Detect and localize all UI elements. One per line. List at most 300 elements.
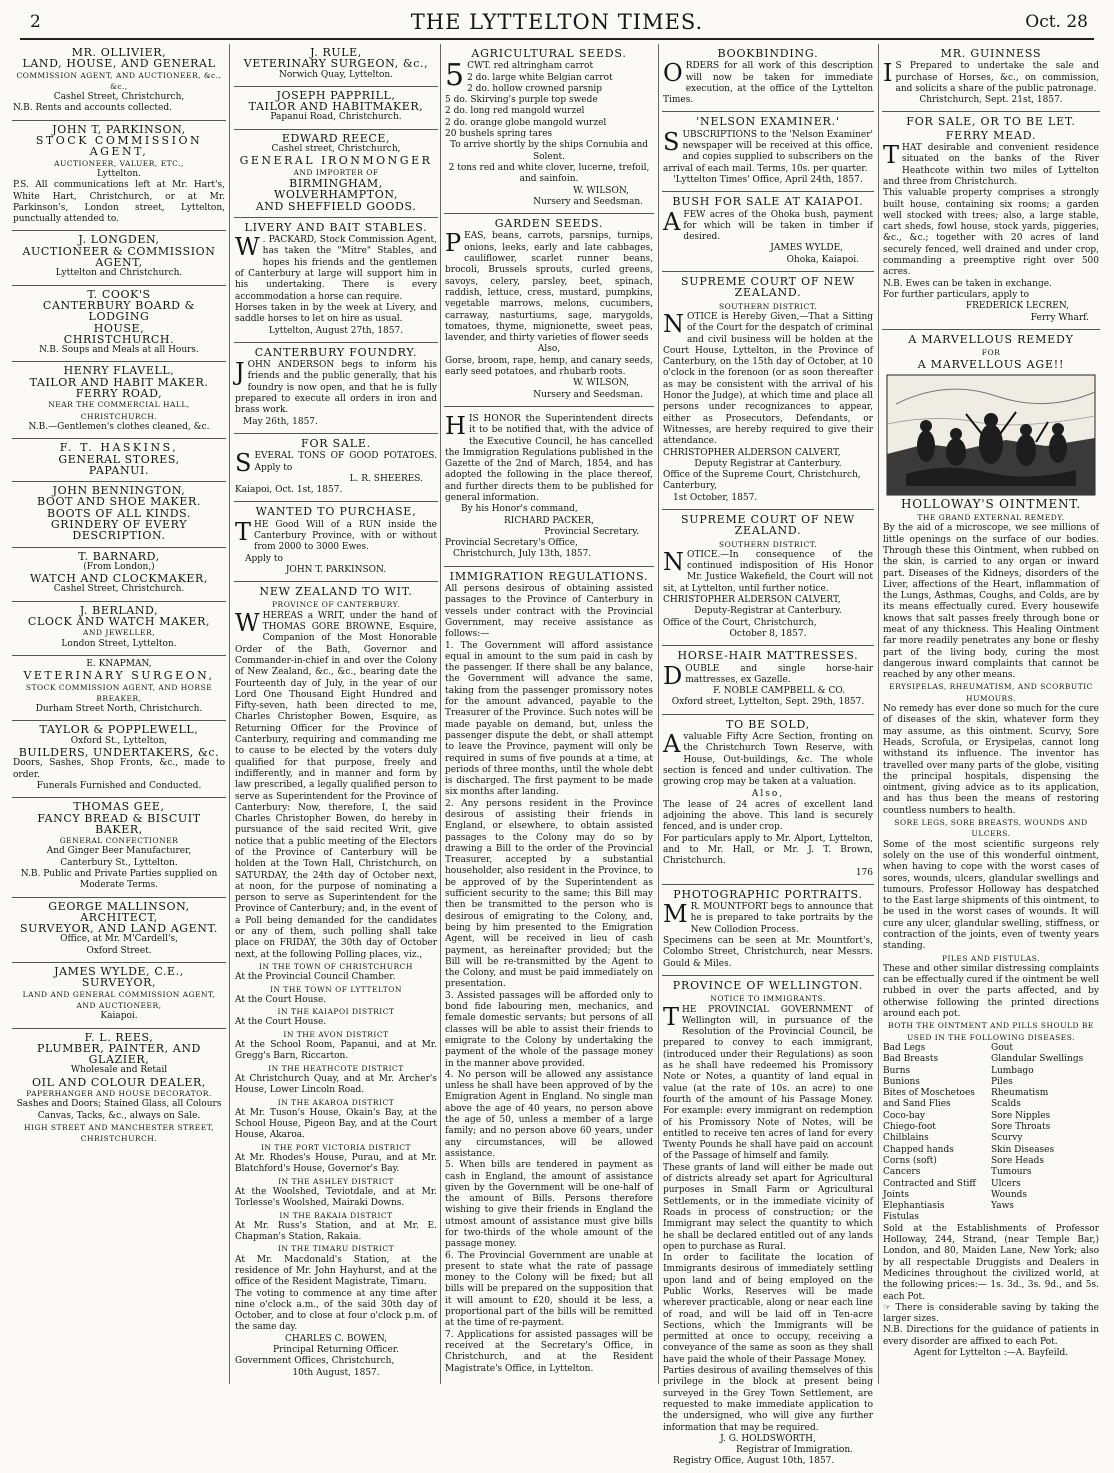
column-4 (662, 44, 874, 1467)
ad-body: The lease of 24 acres of excellent land adjoining the above. This land is securely fenced, and is under crop. (663, 799, 873, 833)
notice-election-writ (234, 582, 438, 1384)
drop-cap: J (235, 358, 245, 387)
ad-trade: SURVEYOR, AND LAND AGENT. (20, 922, 218, 936)
advert-livery-stables (234, 218, 438, 343)
ad-trade-sub: Wholesale and Retail (70, 1065, 168, 1076)
newspaper-title: THE LYTTELTON TIMES. (410, 10, 704, 34)
page-number: 2 (30, 12, 41, 32)
advert-mattresses (662, 646, 874, 714)
ad-trade: AUCTIONEER & COMMISSION AGENT, (22, 244, 216, 270)
notice-province-wellington (662, 976, 874, 1473)
advert-parkinson (12, 121, 226, 232)
ad-body: ☞ There is considerable saving by taking the larger sizes. (883, 1302, 1099, 1325)
ad-signatory-title: Registrar of Immigration. (736, 1445, 853, 1456)
drop-cap: S (663, 127, 680, 156)
regulation-clause: 2. Any persons resident in the Province desirous of assisting their friends in England, or elsewhere, to obtain assisted passages to the Colony may do so by drawing a Bill to the order of the Provincial Treasurer, accepted by a substantial householder, also resident in the Province, to be approved of by the Superintendent as sufficient security to the same; this Bill may then be transmitted to the person who is desirous of emigrating to the Colony, and, being by him presented to the Emigration Agent, will be received in lieu of cash payment, as hereinafter provided; but the Bill will be re-transmitted by the Agent to the Colony, and must be paid immediately on presentation. (445, 798, 653, 990)
ad-heading: SUPREME COURT OF NEW ZEALAND. (680, 512, 856, 538)
ad-trade: BOOTS OF ALL KINDS. (47, 506, 191, 520)
ad-origin: (From London,) (83, 561, 155, 572)
ad-trade-sub: PAPERHANGER AND HOUSE DECORATOR. (26, 1089, 212, 1099)
ad-signatory: JAMES WYLDE, (770, 243, 843, 254)
ad-signatory-title: Deputy Registrar at Canterbury. (694, 458, 842, 469)
advert-knapman (12, 656, 226, 721)
ad-trade: FANCY BREAD & BISCUIT BAKER, (37, 811, 201, 836)
ad-subheading: NOTICE TO IMMIGRANTS. (710, 994, 826, 1004)
ad-body: Specimens can be seen at Mr. Mountfort's, Colombo Street, Christchurch, near Messrs. Gould & Miles. (663, 936, 873, 969)
ad-signatory: CHARLES C. BOWEN, (284, 1333, 387, 1344)
advert-berland (12, 602, 226, 656)
issue-date: Oct. 28 (1025, 12, 1088, 32)
ad-signatory: Agent for Lyttelton :—A. Bayfeild. (913, 1347, 1069, 1358)
drop-cap: W (235, 608, 260, 637)
advert-wanted (234, 502, 438, 582)
district-label: IN THE TIMARU DISTRICT (277, 1244, 395, 1254)
advert-photographic-portraits (662, 885, 874, 976)
ad-note: Funerals Furnished and Conducted. (36, 780, 202, 791)
ad-address: Cashel Street, Christchurch, (53, 92, 185, 103)
ad-place: Office of the Supreme Court, Christchurch, Canterbury, (663, 470, 861, 492)
ad-subheading: ERYSIPELAS, RHEUMATISM, AND SCORBUTIC HUMOURS. (889, 682, 1093, 703)
drop-cap: T (235, 517, 252, 546)
ad-body: No remedy has ever done so much for the cure of diseases of the skin, whatever form they may assume, as this ointment. Scurvy, Sore Heads, Scrofula, or Erysipelas, cannot long withstand its influence. The inventor has travelled over many parts of the globe, visiting the principal hospitals, dispensing the ointment, giving advice as to its application, and has thus been the means of restoring countless numbers to health. (883, 704, 1099, 816)
advert-cook (12, 286, 226, 363)
ad-name: J. BERLAND, (79, 603, 159, 617)
ad-subheading: PROVINCE OF CANTERBURY. (272, 600, 400, 610)
district-label: IN THE AKAROA DISTRICT (277, 1097, 395, 1107)
advert-taylor-popplewell (12, 721, 226, 798)
ad-heading: NEW ZEALAND TO WIT. (259, 585, 413, 599)
drop-cap: I (883, 59, 893, 88)
notice-supreme-court-adjourned (662, 510, 874, 646)
ad-heading: PROVINCE OF WELLINGTON. (672, 978, 864, 992)
ad-trade: CLOCK AND WATCH MAKER, (27, 615, 211, 629)
ad-signatory: RICHARD PACKER, (504, 515, 594, 526)
advert-papprill (234, 87, 438, 130)
ad-subheading: SOUTHERN DISTRICT. (719, 301, 817, 311)
ad-address: London Street, Lyttelton. (61, 638, 177, 649)
ad-heading: PHOTOGRAPHIC PORTRAITS. (673, 887, 863, 901)
district-label: IN THE TOWN OF CHRISTCHURCH (259, 961, 413, 971)
ad-body: By his Honor's command, (461, 504, 578, 515)
ad-name: JOHN T, PARKINSON, (52, 122, 186, 136)
district-label: IN THE KAIAPOI DISTRICT (277, 1007, 395, 1017)
ad-heading: FERRY MEAD. (945, 128, 1037, 142)
drop-cap: W (235, 233, 260, 262)
ad-trade-sub: AND IMPORTER OF (293, 167, 379, 177)
ad-date: Registry Office, August 10th, 1857. (673, 1456, 835, 1467)
ad-signatory: W. WILSON, (573, 378, 629, 389)
ad-name: MR. OLLIVIER, (71, 46, 167, 59)
ad-trade: OIL AND COLOUR DEALER, (32, 1075, 206, 1089)
ad-subheading: SORE LEGS, SORE BREASTS, WOUNDS AND ULCERS. (894, 818, 1088, 839)
ad-name: GEORGE MALLINSON, (48, 899, 190, 913)
ad-trade: LAND, HOUSE, AND GENERAL (22, 57, 216, 71)
regulation-clause: 3. Assisted passages will be afforded only to bond fide labouring men, mechanics, and female domestic servants; but persons of all classes will be able to assist their friends to emigrate to the Colony by undertaking the payment of the whole of the passage money in the manner above provided. (445, 990, 653, 1069)
ad-address: Kaiapoi. (100, 1011, 138, 1022)
ad-note: Sashes and Doors; Stained Glass, all Colours Canvas, Tacks, &c., always on Sale. (16, 1099, 222, 1121)
ad-body: N.B. Ewes can be taken in exchange. (883, 278, 1052, 289)
ad-date: Oxford street, Lyttelton, Sept. 29th, 1857. (671, 697, 865, 708)
ad-body: Gorse, broom, rape, hemp, and canary seeds, early seed potatoes, and rhubarb roots. (445, 355, 653, 378)
product-title: HOLLOWAY'S OINTMENT. (901, 496, 1081, 511)
drop-cap: A (663, 207, 681, 236)
column-rule (440, 44, 441, 1384)
advert-potatoes (234, 434, 438, 502)
ad-name: J. LONGDEN, (78, 233, 160, 247)
ad-trade: GRINDERY OF EVERY DESCRIPTION. (50, 517, 188, 543)
drop-cap: P (445, 229, 462, 258)
ad-trade-sub: GENERAL CONFECTIONER (59, 836, 179, 846)
column-rule (229, 44, 230, 1384)
advert-garden-seeds (444, 214, 654, 407)
ad-subheading: FOR (981, 348, 1001, 358)
ad-body: . PACKARD, Stock Commission Agent, has taken the "Mitre" Stables, and hopes his friends and the gentlemen of Canterbury at large will support him in his undertaking. There is every accommodation a horse can require. (235, 235, 437, 302)
ad-body: By the aid of a microscope, we see millions of little openings on the surface of our bodies. Through these this Ointment, when rubbed on the skin, is carried to any organ or inward part. Diseases of the Kidneys, disorders of the Liver, affections of the Heart, inflammation of the Lungs, Asthmas, Coughs, and Colds, are by its means effectually cured. Every housewife knows that salt passes freely through bone or meat of any thickness. This Healing Ointment far more readily penetrates any bone or fleshy part of the living body, curing the most dangerous inward complaints that cannot be reached by any other means. (883, 523, 1099, 681)
ad-address-sub: NEAR THE COMMERCIAL HALL, (48, 400, 190, 410)
ad-heading: FOR SALE. (301, 436, 371, 450)
ad-body: All persons desirous of obtaining assisted passages to the Province of Canterbury in vessels under contract with the Provincial Government, may receive assistance as follows:— (445, 584, 653, 640)
polling-place: At the Court House. (235, 1017, 327, 1028)
polling-place: At Mr. Macdonald's Station, at the residence of Mr. John Hayhurst, and at the office of the Resident Magistrate, Timaru. (235, 1254, 437, 1288)
district-label: IN THE RAKAIA DISTRICT (279, 1210, 393, 1220)
advert-ollivier (12, 44, 226, 121)
ad-body: EVERAL TONS OF GOOD POTATOES. Apply to (254, 451, 437, 473)
ad-trade-sub: LAND AND GENERAL COMMISSION AGENT, (22, 989, 216, 999)
ad-signatory: J. G. HOLDSWORTH, (720, 1433, 816, 1444)
ad-signatory: L. R. SHEERES. (349, 473, 423, 484)
ad-trade: STOCK COMMISSION AGENT, (35, 134, 203, 159)
ad-body: Apply to (245, 553, 283, 564)
ad-date: Christchurch, July 13th, 1857. (453, 549, 592, 560)
ad-name: T. BARNARD, (78, 549, 160, 563)
ad-body: OTICE.—In consequence of the continued indisposition of His Honor Mr. Justice Wakefield, the Court will not sit, at Lyttelton, until further notice. (663, 549, 873, 594)
ad-trade-sub: COMMISSION AGENT, AND AUCTIONEER, &c., &c., (16, 70, 222, 91)
advert-agricultural-seeds (444, 44, 654, 214)
advert-to-be-sold (662, 715, 874, 885)
ad-trade: ARCHITECT, (80, 910, 158, 924)
ad-heading: 'NELSON EXAMINER.' (696, 115, 840, 129)
column-5 (882, 44, 1100, 1389)
ad-trade: GENERAL IRONMONGER (239, 154, 433, 168)
ad-name: E. KNAPMAN, (86, 658, 152, 669)
disease-list (883, 1043, 1099, 1224)
ad-name: THOMAS GEE, (73, 800, 165, 814)
district-label: IN THE TOWN OF LYTTELTON (269, 984, 402, 994)
ad-body: To arrive shortly by the ships Cornubia and Solent. (449, 140, 649, 162)
ad-address: Cashel Street, Christchurch. (53, 584, 185, 595)
ad-address: Office, at Mr. M'Cardell's, (60, 934, 178, 945)
ad-trade: WATCH AND CLOCKMAKER, (29, 572, 209, 586)
ad-address: HIGH STREET AND MANCHESTER STREET, CHRISTCHURCH. (24, 1122, 214, 1144)
ad-trade-sub: AND AUCTIONEER, (76, 1000, 162, 1010)
ad-body: OHN ANDERSON begs to inform his friends and the public generally, that his foundry is now open, and that he is fully prepared to execute all orders in iron and brass work. (235, 360, 437, 416)
ad-date: October 8, 1857. (729, 628, 807, 639)
ad-body: RDERS for all work of this description will now be taken for immediate execution, at the office of the Lyttelton Times. (663, 61, 873, 106)
ad-heading: MR. GUINNESS (940, 47, 1042, 60)
ad-body: In order to facilitate the location of Immigrants desirous of immediately settling upon land and of being employed on the Public Works, Reserves will be made wherever practicable, along or near each line of road, and will be laid off in Ten-acre Sections, which the Immigrants will be permitted at once to occupy, receiving a conveyance of the same as soon as they shall have paid the whole of their Passage Money. (663, 1253, 873, 1365)
drop-cap: D (663, 661, 683, 690)
ad-subheading: PILES AND FISTULAS. (941, 953, 1041, 963)
ad-trade: BUILDERS, UNDERTAKERS, &c. (18, 746, 220, 760)
regulation-clause: 4. No person will be allowed any assistance unless he shall have been approved of by the Emigration Agent in England. No single man above the age of 40 years, no person above the age of 50, unless a member of a large family; and no person above 60 years, under any circumstances, will be allowed assistance. (445, 1069, 653, 1159)
ad-signatory: FREDERICK LECREN, (965, 301, 1069, 312)
polling-place: At the Woolshed, Teviotdale, and at Mr. Torlesse's Woolshed, Mairaki Downs. (235, 1186, 437, 1209)
ad-address: Oxford Street. (86, 945, 152, 956)
drop-cap: A (663, 730, 681, 759)
ad-body: EAS, beans, carrots, parsnips, turnips, onions, leeks, early and late cabbages, cauliflower, scarlet runner beans, brocoli, Brussels sprouts, curled greens, savoys, celery, parsley, beet, spinach, raddish, lettuce, cress, mustard, pumpkins, vegetable marrows, melons, cucumbers, carraway, nasturtiums, sage, marygolds, tomatoes, thyme, mignionette, sweet peas, lavender, and thirty varieties of flower seeds (445, 231, 653, 344)
advert-holloway-ointment (882, 330, 1100, 1364)
ad-address: Cashel street, Christchurch, (271, 144, 401, 155)
drop-cap: N (663, 547, 684, 576)
notice-superintendent (444, 407, 654, 567)
ad-date: May 26th, 1857. (243, 416, 318, 427)
ad-trade: BOOT AND SHOE MAKER. (37, 495, 201, 509)
ad-body: HAT desirable and convenient residence situated on the banks of the River Heathcote within two miles of Lyttelton and three from Christchurch. (883, 143, 1099, 187)
ad-signatory: CHRISTOPHER ALDERSON CALVERT, (663, 447, 841, 458)
ad-signatory-title: Ferry Wharf. (1030, 312, 1089, 323)
drop-cap: 5 (445, 58, 465, 94)
advert-foundry (234, 343, 438, 434)
ad-address: Lyttelton and Christchurch. (55, 268, 183, 279)
advert-bennington (12, 482, 226, 547)
ad-body: R. MOUNTFORT begs to announce that he is prepared to take portraits by the New Collodion Process. (690, 902, 873, 935)
ad-body: These and other similar distressing complaints can be effectually cured if the ointment be well rubbed in over the parts affected, and by otherwise following the printed directions around each pot. (883, 963, 1099, 1020)
advert-mallinson (12, 898, 226, 963)
advert-wylde (12, 963, 226, 1028)
ad-name: J. RULE, (310, 46, 362, 59)
ad-body: HEREAS a WRIT, under the hand of THOMAS GORE BROWNE, Esquire, Companion of the Most Honorable Order of the Bath, Governor and Commander-in-chief in and over the Colony of New Zealand, &c., &c., bearing date the Fourteenth day of July, in the year of our Lord One Thousand Eight Hundred and Fifty-seven, hath been directed to me, Charles Christopher Bowen, Esquire, as Returning Officer for the Province of Canterbury, requiring and commanding me to cause to be elected by the voters duly qualified for that purpose, freely and indifferently, and in manner and form by law prescribed, a legally qualified person to serve as Superintendent for the Province of Canterbury: Now, therefore, I, the said Charles Christopher Bowen, do hereby in pursuance of the said recited Writ, give notice that a public meeting of the Electors of the Province of Canterbury will be holden at the Town Hall, Christchurch, on SATURDAY, the 24th day of October next, at noon, for the purpose of nominating a person to serve as Superintendent for the Province of Canterbury; and, in the event of a Poll being demanded for the candidates or any of them, such polling shall take place on FRIDAY, the 30th day of October next, at the following Polling places, viz., (235, 610, 437, 960)
ad-body: IS HONOR the Superintendent directs it to be notified that, with the advice of the Executive Council, he has cancelled the Immigration Regulations published in the Gazette of the 2nd of March, 1854, and has adopted the following in the place thereof, and further directs them to be published for general information. (445, 413, 653, 503)
ad-name: EDWARD REECE, (281, 131, 391, 145)
ad-signatory-title: Nursery and Seedsman. (533, 196, 643, 207)
regulation-clause: 7. Applications for assisted passages will be received at the Secretary's Office, in Christchurch, and at the Resident Magistrate's Office, in Lyttelton. (445, 1329, 653, 1374)
ad-date: Kaiapoi, Oct. 1st, 1857. (235, 485, 343, 496)
drop-cap: T (883, 141, 900, 170)
column-3 (444, 44, 654, 1389)
ad-heading: HORSE-HAIR MATTRESSES. (677, 649, 859, 663)
disease-list-left: Bad Legs Bad Breasts Burns Bunions Bites of Moschetoes and Sand Flies Coco-bay Chiego-foot Chilblains Chapped hands Corns (soft) Cancers Contracted and Stiff Joints Elephantiasis Fistulas (883, 1042, 976, 1223)
ad-heading: A MARVELLOUS REMEDY (908, 332, 1074, 346)
advert-bookbinding (662, 44, 874, 112)
ad-date: 'Lyttelton Times' Office, April 24th, 1857. (673, 174, 863, 185)
polling-place: At Christchurch Quay, and at Mr. Archer's House, Lower Lincoln Road. (235, 1073, 437, 1096)
column-rule (878, 44, 879, 1384)
ad-note: P.S. All communications left at Mr. Hart's, White Hart, Christchurch, or at Mr. Parkinson's, London street, Lyttelton, punctually attended to. (13, 180, 225, 225)
ad-address: CHRISTCHURCH. (63, 332, 175, 346)
ad-place: Office of the Court, Christchurch, (663, 617, 817, 628)
polling-place: At Mr. Rhodes's House, Purau, and at Mr. Blatchford's House, Governor's Bay. (235, 1153, 437, 1175)
drop-cap: M (663, 900, 688, 929)
advert-nelson-examiner (662, 112, 874, 192)
drop-cap: S (235, 449, 252, 478)
ad-trade-sub: AND JEWELLER, (82, 628, 155, 638)
district-label: IN THE PORT VICTORIA DISTRICT (260, 1142, 412, 1152)
ad-body: For particulars apply to Mr. Alport, Lyttelton, and to Mr. Hall, or Mr. J. T. Brown, Christchurch. (663, 833, 873, 867)
ad-signatory-title: Nursery and Seedsman. (533, 389, 643, 400)
ad-subheading: SOUTHERN DISTRICT. (719, 539, 817, 549)
ad-subheading: THE GRAND EXTERNAL REMEDY. (917, 513, 1065, 523)
ad-place: Provincial Secretary's Office, (445, 538, 578, 549)
ad-signatory-title: Ohoka, Kaiapoi. (786, 254, 859, 265)
ad-trade: BIRMINGHAM, WOLVERHAMPTON, (274, 176, 398, 202)
ad-note: N.B. Soups and Meals at all Hours. (39, 345, 199, 356)
ad-place: Government Offices, Christchurch, (235, 1356, 395, 1367)
polling-place: At the School Room, Papanui, and at Mr. Gregg's Barn, Riccarton. (235, 1040, 437, 1062)
ad-address: Lyttelton. (96, 168, 142, 179)
ad-signatory: W. WILSON, (573, 185, 629, 196)
ad-name: F. L. REES, (84, 1030, 154, 1044)
advert-flavell (12, 362, 226, 439)
advert-bush-for-sale (662, 192, 874, 272)
regulation-clause: 6. The Provincial Government are unable at present to state what the rate of passage money to the Colony will be fixed; but all bills will be prepared on the supposition that it will amount to £20, should it be less, a proportional part of the bills will be remitted at the time of re-payment. (445, 1250, 653, 1329)
ad-heading: CANTERBURY FOUNDRY. (254, 345, 418, 359)
ad-name: F. T. HASKINS, (59, 441, 179, 455)
ad-note: Doors, Sashes, Shop Fronts, &c., made to order. (13, 758, 225, 780)
ad-date: 1st October, 1857. (673, 492, 758, 503)
notice-supreme-court-sitting (662, 272, 874, 510)
ad-signatory-title: Principal Returning Officer. (273, 1345, 399, 1356)
ad-body: HE PROVINCIAL GOVERNMENT of Wellington will, in pursuance of the Resolution of the Provincial Council, be prepared to convey to each immigrant, (introduced under their Regulations) as soon as he shall have redeemed his Promissory Note or Notes, a quantity of land equal in value (at the rate of 10s. an acre) to one fourth of the amount of his Passage Money. For example: every immigrant on redemption of his Promissory Note of Notes, will be entitled to receive ten acres of land for every Twenty Pounds he shall have paid on account of the Passage of himself and family. (663, 1004, 873, 1162)
ad-date: Lyttelton, August 27th, 1857. (268, 325, 404, 336)
ad-body: Sold at the Establishments of Professor Holloway, 244, Strand, (near Temple Bar,) London, and 80, Maiden Lane, New York; also by all respectable Druggists and Dealers in Medicines throughout the civilized world, at the following prices:— 1s. 3d., 3s. 9d., and 5s. each Pot. (883, 1223, 1099, 1302)
ad-note: N.B. Rents and accounts collected. (13, 103, 172, 114)
column-1 (12, 44, 226, 1389)
advert-reece (234, 130, 438, 218)
ad-body: Horses taken in by the week at Livery, and saddle horses to let on hire as usual. (235, 302, 437, 325)
ad-heading: WANTED TO PURCHASE, (255, 505, 417, 519)
ad-address: Oxford St., Lyttelton, (70, 735, 168, 746)
advert-guinness (882, 44, 1100, 112)
ad-body: For further particulars, apply to (883, 289, 1030, 300)
advert-gee (12, 798, 226, 897)
ad-trade: VETERINARY SURGEON, (23, 669, 215, 683)
ad-address: Norwich Quay, Lyttelton. (278, 69, 394, 80)
drop-cap: O (663, 59, 683, 88)
ad-trade: TAILOR AND HABIT MAKER. (29, 375, 209, 389)
ad-trade: GENERAL STORES, (58, 452, 180, 466)
ad-address: FERRY ROAD, (75, 387, 163, 401)
ad-subheading: Also, (751, 788, 785, 799)
ad-signatory: CHRISTOPHER ALDERSON CALVERT, (663, 595, 841, 606)
ad-heading: BOOKBINDING. (717, 47, 819, 60)
ad-trade-sub: BREAKER, (96, 693, 142, 703)
ad-address: Canterbury St., Lyttelton. (60, 857, 178, 868)
ad-date: 10th August, 1857. (292, 1367, 380, 1378)
district-label: IN THE AVON DISTRICT (283, 1029, 389, 1039)
healing-scene-engraving (886, 374, 1096, 496)
drop-cap: H (445, 411, 466, 440)
ad-body: Some of the most scientific surgeons rely solely on the use of this wonderful ointment, when having to cope with the worst cases of sores, wounds, ulcers, glandular swellings and tumours. Professor Holloway has despatched to the East large shipments of this ointment, to be used in the worst cases of wounds. It will cure any ulcer, glandular swelling, stiffness, or contraction of the joints, even of twenty years standing. (883, 839, 1099, 952)
disease-list-right: Gout Glandular Swellings Lumbago Piles Rheumatism Scalds Sore Nipples Sore Throats Scurvy Skin Diseases Sore Heads Tumours Ulcers Wounds Yaws (991, 1042, 1084, 1212)
masthead (20, 8, 1094, 40)
polling-place: At the Provincial Council Chamber. (235, 972, 396, 983)
ad-note: N.B. Public and Private Parties supplied on Moderate Terms. (20, 869, 218, 891)
ad-trade: CANTERBURY BOARD & LODGING (42, 298, 196, 324)
seed-list: CWT. red altringham carrot 2 do. large white Belgian carrot 2 do. hollow crowned parsnip 5 do. Skirving's purple top swede 2 do. long red mangold wurzel 2 do. orange globe mangold wurzel 20 bushels spring tares (445, 61, 613, 140)
drop-cap: T (663, 1002, 680, 1031)
ad-address-sub: CHRISTCHURCH. (80, 411, 158, 421)
ad-heading: BUSH FOR SALE AT KAIAPOI. (672, 195, 864, 209)
ad-body: FEW acres of the Ohoka bush, payment for which will be taken in timber if desired. (683, 209, 873, 243)
ad-address: Durham Street North, Christchurch. (35, 704, 203, 715)
ad-name: JOSEPH PAPPRILL, (276, 88, 396, 102)
ad-heading: FOR SALE, OR TO BE LET. (906, 115, 1076, 129)
ad-body: S Prepared to undertake the sale and purchase of Horses, &c., on commission, and solicits a share of the public patronage. (895, 61, 1099, 94)
ad-signatory-title: Provincial Secretary. (544, 526, 639, 537)
ad-address: Papanui Road, Christchurch. (270, 112, 402, 123)
ad-body: This valuable property comprises a strongly built house, containing six rooms; a garden well stocked with trees; also, a large stable, cart sheds, fowl house, stock yards, piggeries, &c., &c.; together with 20 acres of land securely fenced, well drained and under crop, commanding a preemptive right over 500 acres. (883, 188, 1099, 278)
ad-date: Christchurch, Sept. 21st, 1857. (919, 95, 1063, 106)
ad-name: HENRY FLAVELL, (63, 364, 175, 378)
polling-place: At Mr. Tuson's House, Okain's Bay, at the School House, Pigeon Bay, and at the Court House, Akaroa. (235, 1107, 437, 1141)
advert-longden (12, 231, 226, 285)
ad-heading: A MARVELLOUS AGE!! (917, 358, 1065, 372)
ad-body: UBSCRIPTIONS to the 'Nelson Examiner' newspaper will be received at this office, and copies supplied to subscribers on the arrival of each mail. Terms, 10s. per quarter. (663, 129, 873, 174)
column-2 (234, 44, 438, 1389)
ad-trade: VETERINARY SURGEON, &c., (243, 57, 429, 71)
ad-heading: GARDEN SEEDS. (494, 217, 604, 231)
ad-name: TAYLOR & POPPLEWELL, (39, 723, 199, 737)
advert-haskins (12, 439, 226, 482)
ad-name: JAMES WYLDE, C.E., (54, 965, 184, 979)
ad-body: Parties desirous of availing themselves of this privilege in the block at present being surveyed in the Grey Town Settlement, are requested to make immediate application to the undersigned, who will give any further information that may be required. (663, 1366, 873, 1433)
ad-signatory: F. NOBLE CAMPBELL & CO. (713, 686, 846, 697)
ad-body: valuable Fifty Acre Section, fronting on the Christchurch Town Reserve, with House, Out-buildings, &c. The whole section is fenced and under cultivation. The growing crop may be taken at a valuation. (663, 732, 873, 788)
advert-rule (234, 44, 438, 87)
regulation-clause: 5. When bills are tendered in payment as cash in England, the amount of assistance given by the Government will be one-half of the amount of Bills. Persons therefore wishing to give their friends in England the utmost amount of assistance must give bills for two-thirds of the whole amount of the passage money. (445, 1160, 653, 1250)
ad-reference: 176 (855, 867, 873, 878)
notice-immigration-regulations (444, 567, 654, 1380)
ad-body: These grants of land will either be made out of districts already set apart for Agricultural purposes in Small Farm or Agricultural Settlements, or in the immediate vicinity of Roads in process of construction; or the Immigrant may select the quantity to which he shall be declared entitled out of any lands open to purchase as Rural. (663, 1162, 873, 1252)
ad-heading: SUPREME COURT OF NEW ZEALAND. (680, 275, 856, 300)
ad-body: OUBLE and single horse-hair mattresses, ex Gazelle. (685, 663, 873, 685)
column-rule (658, 44, 659, 1384)
regulation-clause: 1. The Government will afford assistance equal in amount to the sum paid in cash by the passenger. If there shall be any balance, the Government will advance the same, taking from the passenger promissory notes for the amount advanced, payable to the Treasurer of the Province. Such notes will be made payable on demand, but, unless the passenger dispute the debt, or shall attempt to leave the Province, payment will only be required in sums of five pounds at a time, at periods of three months, until the whole debt is discharged. The first payment to be made six months after landing. (445, 640, 653, 798)
ad-trade-sub: And Ginger Beer Manufacturer, (46, 846, 192, 857)
ad-trade-sub: STOCK COMMISSION AGENT, AND HORSE (25, 682, 213, 692)
polling-place: At Mr. Russ's Station, and at Mr. E. Chapman's Station, Rakaia. (235, 1220, 437, 1243)
drop-cap: N (663, 309, 684, 338)
ad-trade: SURVEYOR, (81, 976, 157, 990)
ad-trade-sub: AUCTIONEER, VALUER, ETC., (54, 158, 184, 168)
ad-body: HE Good Will of a RUN inside the Canterbury Province, with or without from 2000 to 3000 Ewes. (254, 519, 437, 553)
ad-signatory-title: Deputy-Registrar at Canterbury. (694, 606, 842, 617)
ad-heading: TO BE SOLD, (725, 717, 811, 731)
ad-note: N.B.—Gentlemen's clothes cleaned, &c. (28, 421, 210, 432)
advert-barnard (12, 548, 226, 602)
ad-heading: LIVERY AND BAIT STABLES. (244, 220, 428, 234)
advert-ferry-mead (882, 112, 1100, 329)
ad-name: JOHN BENNINGTON, (52, 484, 186, 498)
polling-place: At the Court House. (235, 994, 327, 1005)
ad-address: PAPANUI. (88, 463, 150, 477)
ad-trade: AND SHEFFIELD GOODS. (255, 199, 417, 213)
ad-body: The voting to commence at any time after nine o'clock a.m., of the said 30th day of October, and to close at four o'clock p.m. of the same day. (235, 1288, 437, 1333)
ad-trade: PLUMBER, PAINTER, AND GLAZIER, (37, 1041, 201, 1067)
ad-trade: HOUSE, (93, 321, 145, 335)
ad-name: T. COOK'S (87, 287, 151, 301)
ad-trade: TAILOR AND HABITMAKER, (248, 100, 424, 114)
ad-heading: IMMIGRATION REGULATIONS. (449, 569, 649, 583)
district-label: IN THE ASHLEY DISTRICT (278, 1176, 394, 1186)
advert-rees (12, 1029, 226, 1150)
ad-subheading: BOTH THE OINTMENT AND PILLS SHOULD BE USED IN THE FOLLOWING DISEASES. (888, 1021, 1094, 1042)
district-label: IN THE HEATHCOTE DISTRICT (268, 1063, 404, 1073)
ad-body: 2 tons red and white clover, lucerne, trefoil, and sainfoin. (448, 162, 650, 185)
ad-body: N.B. Directions for the guidance of patients in every disorder are affixed to each Pot. (883, 1325, 1099, 1347)
ad-heading: AGRICULTURAL SEEDS. (471, 47, 627, 60)
ad-subheading: Also, (537, 344, 561, 355)
